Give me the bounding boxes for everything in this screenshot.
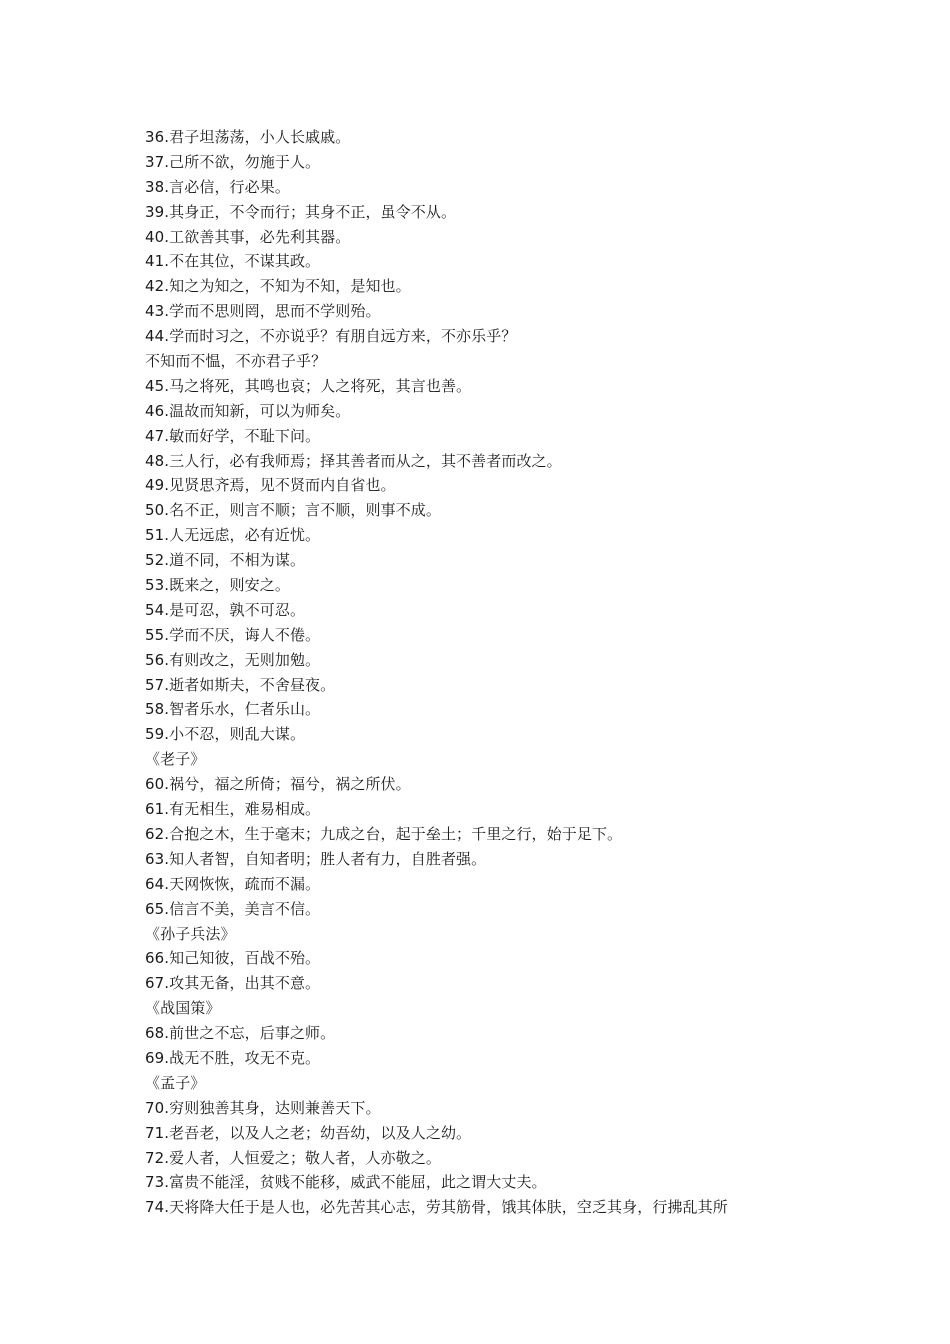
quote-line: 54.是可忍，孰不可忍。 [145,600,306,619]
quote-line: 63.知人者智，自知者明；胜人者有力，自胜者强。 [145,849,487,868]
quote-line: 68.前世之不忘，后事之师。 [145,1024,336,1043]
quote-line: 50.名不正，则言不顺；言不顺，则事不成。 [145,501,441,520]
quote-line: 62.合抱之木，生于毫末；九成之台，起于垒土；千里之行，始于足下。 [145,824,623,843]
quote-line: 51.人无远虑，必有近忧。 [145,526,321,545]
quote-line: 38.言必信，行必果。 [145,177,290,196]
quote-line: 42.知之为知之，不知为不知，是知也。 [145,277,411,296]
quote-line: 48.三人行，必有我师焉；择其善者而从之，其不善者而改之。 [145,451,562,470]
section-heading-laozi: 《老子》 [145,750,206,769]
quote-line: 70.穷则独善其身，达则兼善天下。 [145,1098,381,1117]
quote-line: 36.君子坦荡荡，小人长戚戚。 [145,128,351,146]
quote-line: 37.己所不欲，勿施于人。 [145,152,321,171]
quote-list [145,125,935,1220]
quote-line: 71.老吾老，以及人之老；幼吾幼，以及人之幼。 [145,1123,472,1142]
quote-line: 72.爱人者，人恒爱之；敬人者，人亦敬之。 [145,1148,441,1167]
section-heading-zhanguoce: 《战国策》 [145,999,221,1018]
quote-line: 45.马之将死，其鸣也哀；人之将死，其言也善。 [145,376,472,395]
section-heading-sunzi: 《孙子兵法》 [145,924,236,943]
quote-line: 64.天网恢恢，疏而不漏。 [145,874,321,893]
quote-line: 58.智者乐水，仁者乐山。 [145,700,321,719]
quote-line: 57.逝者如斯夫，不舍昼夜。 [145,675,336,694]
quote-line: 61.有无相生，难易相成。 [145,800,321,819]
quote-line: 67.攻其无备，出其不意。 [145,974,321,993]
quote-line-continuation: 不知而不愠，不亦君子乎？ [145,352,327,371]
quote-line: 43.学而不思则罔，思而不学则殆。 [145,302,381,321]
quote-line: 74.天将降大任于是人也，必先苦其心志，劳其筋骨，饿其体肤，空乏其身，行拂乱其所 [145,1198,728,1217]
section-heading-mengzi: 《孟子》 [145,1073,206,1092]
quote-line: 52.道不同，不相为谋。 [145,551,306,570]
quote-line: 40.工欲善其事，必先利其器。 [145,227,351,246]
quote-line: 59.小不忍，则乱大谋。 [145,725,306,744]
quote-line: 47.敏而好学，不耻下问。 [145,426,321,445]
quote-line: 55.学而不厌，诲人不倦。 [145,625,321,644]
quote-line: 65.信言不美，美言不信。 [145,899,321,918]
quote-line: 44.学而时习之，不亦说乎？有朋自远方来，不亦乐乎？ [145,327,517,346]
quote-line: 46.温故而知新，可以为师矣。 [145,401,351,420]
quote-line: 39.其身正，不令而行；其身不正，虽令不从。 [145,202,457,221]
quote-line: 60.祸兮，福之所倚；福兮，祸之所伏。 [145,775,411,794]
quote-line: 41.不在其位，不谋其政。 [145,252,321,271]
quote-line: 56.有则改之，无则加勉。 [145,650,321,669]
quote-line: 69.战无不胜，攻无不克。 [145,1048,321,1067]
quote-line: 53.既来之，则安之。 [145,576,290,595]
quote-line: 66.知己知彼，百战不殆。 [145,949,321,968]
quote-line: 49.见贤思齐焉，见不贤而内自省也。 [145,476,396,495]
quote-line: 73.富贵不能淫，贫贱不能移，威武不能屈，此之谓大丈夫。 [145,1173,547,1192]
